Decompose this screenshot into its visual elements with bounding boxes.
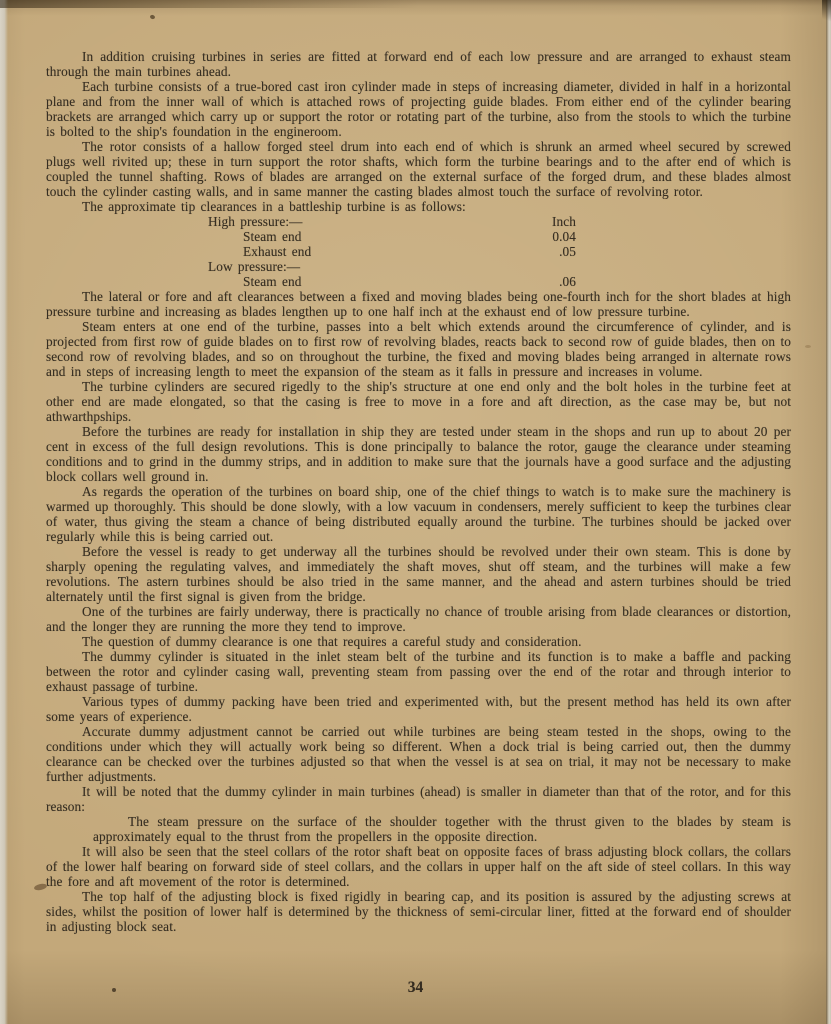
table-row-value: .06 xyxy=(559,274,576,289)
page-footer xyxy=(0,979,831,997)
paragraph: It will be noted that the dummy cylinder in main turbines (ahead) is smaller in diameter than that of the rotor, and for this reason: xyxy=(46,784,791,814)
paragraph: Various types of dummy packing have been tried and experimented with, but the present method has held its own after some years of experience. xyxy=(46,694,791,724)
page-text xyxy=(46,49,791,934)
paragraph: Each turbine consists of a true-bored cast iron cylinder made in steps of increasing diameter, divided in half in a horizontal plane and from the inner wall of which is attached rows of projecting guide blades. From either end of the cylinder bearing brackets are arranged which carry up or support the rotor or rotating part of the turbine, also from the stools to which the turbine is bolted to the ship's foundation in the engineroom. xyxy=(46,79,791,139)
scan-edge-left xyxy=(0,0,8,1024)
table-row-label: Exhaust end xyxy=(243,244,312,259)
ink-speck xyxy=(149,14,155,19)
table-row xyxy=(46,274,791,289)
paragraph: Before the vessel is ready to get underway all the turbines should be revolved under their own steam. This is done by sharply opening the regulating valves, and immediately the shaft moves, shut off steam, and the turbines will make a few revolutions. The astern turbines should be also tried in the same manner, and the ahead and astern turbines should be tried alternately until the first signal is given from the bridge. xyxy=(46,544,791,604)
table-row xyxy=(46,244,791,259)
scan-corner-notch xyxy=(822,0,831,26)
table-row xyxy=(46,259,791,274)
table-row-label: High pressure:— xyxy=(208,214,303,229)
table-row-value: .05 xyxy=(559,244,576,259)
paragraph: In addition cruising turbines in series are fitted at forward end of each low pressure and are arranged to exhaust steam through the main turbines ahead. xyxy=(46,49,791,79)
paragraph: The turbine cylinders are secured rigedly to the ship's structure at one end only and the bolt holes in the turbine feet at other end are made elongated, so that the casing is free to move in a fore and aft direction, as the case may be, but not athwarthpships. xyxy=(46,379,791,424)
table-row xyxy=(46,229,791,244)
paragraph: The top half of the adjusting block is fixed rigidly in bearing cap, and its position is assured by the adjusting screws at sides, whilst the position of lower half is determined by the thickness of semi-circular liner, fitted at the forward end of shoulder in adjusting block seat. xyxy=(46,889,791,934)
tip-clearance-table xyxy=(46,214,791,289)
paragraph: Steam enters at one end of the turbine, passes into a belt which extends around the circumference of cylinder, and is projected from first row of guide blades on to first row of revolving blades, reacts back to second row of guide blades, then on to second row of revolving blades, and so on throughout the turbine, the fixed and moving blades being arranged in alternate rows and in steps of increasing length to meet the expansion of the steam as it falls in pressure and increases in volume. xyxy=(46,319,791,379)
paragraph-indented-note: The steam pressure on the surface of the shoulder together with the thrust given to the blades by steam is approximately equal to the thrust from the propellers in the opposite direction. xyxy=(93,814,791,844)
paragraph: As regards the operation of the turbines on board ship, one of the chief things to watch is to make sure the machinery is warmed up thoroughly. This should be done slowly, with a low vacuum in condensers, merely sufficient to keep the turbines clear of water, thus giving the steam a chance of being distributed equally around the turbine. The turbines should be jacked over regularly while this is being carried out. xyxy=(46,484,791,544)
paragraph: The question of dummy clearance is one that requires a careful study and consideration. xyxy=(82,634,582,649)
table-unit-header: Inch xyxy=(551,214,576,229)
table-row-value: 0.04 xyxy=(552,229,576,244)
table-row-label: Low pressure:— xyxy=(208,259,301,274)
paragraph: The approximate tip clearances in a battleship turbine is as follows: xyxy=(82,199,466,214)
paragraph: Accurate dummy adjustment cannot be carried out while turbines are being steam tested in the shops, owing to the conditions under which they will actually work being so different. When a dock trial is being carried out, then the dummy clearance can be checked over the turbines adjusted so that when the vessel is at sea on trial, it may not be necessary to make further adjustments. xyxy=(46,724,791,784)
scan-shadow-top xyxy=(0,0,420,8)
paragraph: The dummy cylinder is situated in the inlet steam belt of the turbine and its function is to make a baffle and packing between the rotor and cylinder casing wall, preventing steam from passing over the end of the rotar and through interior to exhaust passage of turbine. xyxy=(46,649,791,694)
paragraph: The lateral or fore and aft clearances between a fixed and moving blades being one-fourth inch for the short blades at high pressure turbine and increasing as blades lengthen up to one half inch at the exhaust end of low pressure turbine. xyxy=(46,289,791,319)
page-number: 34 xyxy=(407,979,424,996)
paragraph: The rotor consists of a hallow forged steel drum into each end of which is shrunk an armed wheel secured by screwed plugs well rivited up; these in turn support the rotor shafts, which form the turbine bearings and to the after end of which is coupled the tunnel shafting. Rows of blades are arranged on the external surface of the forged drum, and these blades almost touch the cylinder casting walls, and in same manner the casting blades almost touch the surface of revolving rotor. xyxy=(46,139,791,199)
paragraph: One of the turbines are fairly underway, there is practically no chance of trouble arising from blade clearances or distortion, and the longer they are running the more they tend to improve. xyxy=(46,604,791,634)
scan-edge-right xyxy=(826,0,831,1024)
paragraph: Before the turbines are ready for installation in ship they are tested under steam in the shops and run up to about 20 per cent in excess of the full design revolutions. This is done principally to balance the rotor, gauge the clearance under steaming conditions and to grind in the dummy strips, and in addition to make sure that the journals have a good surface and the adjusting block collars well ground in. xyxy=(46,424,791,484)
table-row xyxy=(46,214,791,229)
paragraph: It will also be seen that the steel collars of the rotor shaft beat on opposite faces of brass adjusting block collars, the collars of the lower half bearing on forward side of steel collars, and the collars in upper half on the aft side of steel collars. In this way the fore and aft movement of the rotor is determined. xyxy=(46,844,791,889)
table-row-label: Steam end xyxy=(243,274,302,289)
ink-speck xyxy=(805,345,811,348)
table-row-label: Steam end xyxy=(243,229,302,244)
